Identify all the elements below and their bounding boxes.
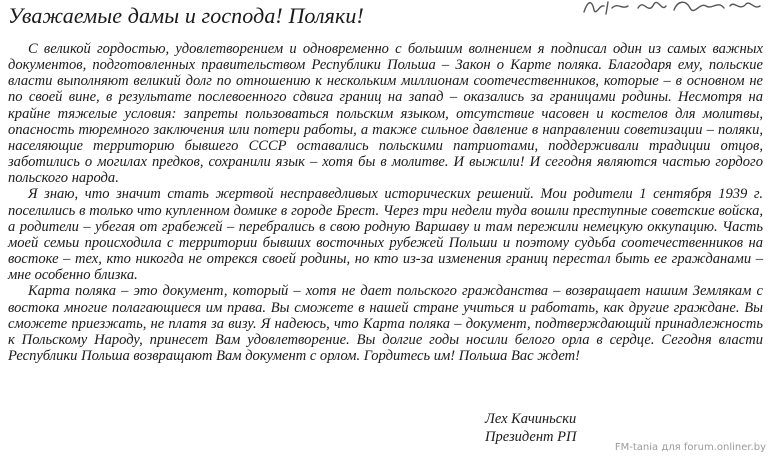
signatory-name: Лех Качиньски bbox=[485, 411, 577, 427]
letter-salutation: Уважаемые дамы и господа! Поляки! bbox=[8, 3, 364, 28]
letter-paragraph: С великой гордостью, удовлетворением и одновременно с большим волнением я подписал один из самых важных документов, подготовленных правительством Республики Польша – Закон о Карте поляка. Благодаря ему, польские власти выполняют великий долг по отношению к нескольким миллионам соотечественников, которые – в основном не по своей вине, в результате послевоенного сдвига границ на запад – оказались за границами родины. Несмотря на крайне тяжелые условия: запреты пользоваться польским языком, отсутствие часовен и костелов для молитвы, опасность тюремного заключения или потери работы, а также сильное давление в направлении советизации – поляки, населяющие территорию бывшего СССР оставались польскими патриотами, поддерживали традиции отцов, заботились о могилах предков, сохранили язык – хотя бы в молитве. И выжили! И сегодня являются частью гордого польского народа. bbox=[8, 41, 763, 187]
handwritten-signature-image bbox=[578, 0, 764, 18]
signatory-title: Президент РП bbox=[485, 429, 577, 445]
letter-signoff bbox=[485, 410, 576, 446]
letter-paragraph: Я знаю, что значит стать жертвой несправедливых исторических решений. Мои родители 1 сентября 1939 г. поселились в только что купленном домике в городе Брест. Через три недели туда вошли преступные советские войска, а родители – убегая от грабежей – перебрались в свою родную Варшаву и там пережили немецкую оккупацию. Часть моей семьи происходила с территории бывших восточных рубежей Польши и поэтому судьба соотечественников на востоке – тех, кто никогда не отрекся своей родины, но кто из-за изменения границ перестал быть ее гражданами – мне особенно близка. bbox=[8, 186, 763, 284]
forum-watermark: FM-tania для forum.onliner.by bbox=[614, 442, 766, 453]
letter-body bbox=[8, 41, 763, 364]
letter-paragraph: Карта поляка – это документ, который – хотя не дает польского гражданства – возвращает нашим Землякам с востока многие полагающиеся им права. Вы сможете в нашей стране учиться и работать, как другие граждане. Вы сможете приезжать, не платя за визу. Я надеюсь, что Карта поляка – документ, подтверждающий принадлежность к Польскому Народу, принесет Вам удовлетворение. Вы долгие годы носили белого орла в сердце. Сегодня власти Республики Польша возвращают Вам документ с орлом. Гордитесь им! Польша Вас ждет! bbox=[8, 283, 763, 364]
